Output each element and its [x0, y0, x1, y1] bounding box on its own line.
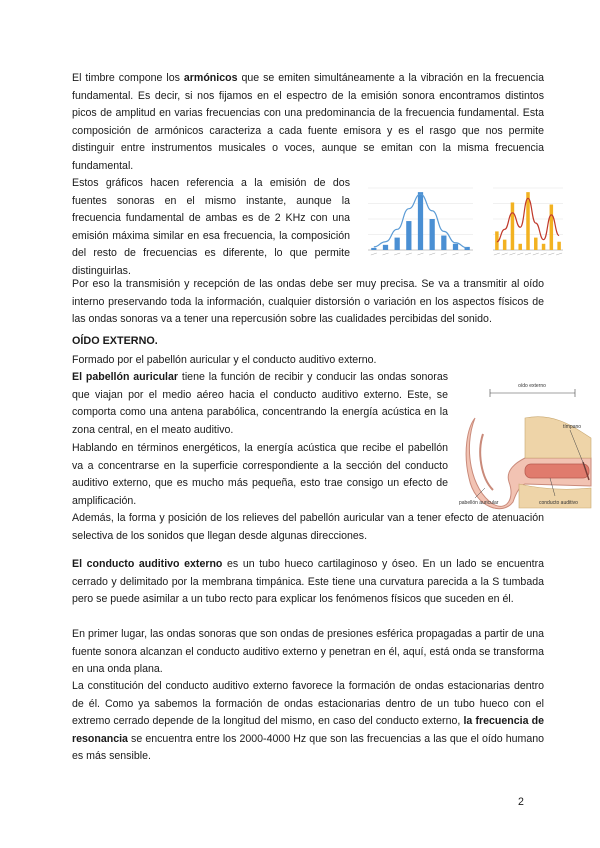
x-tick-label [429, 253, 435, 255]
chart-bar [503, 240, 507, 250]
x-tick-label [541, 253, 547, 255]
x-tick-label [556, 253, 562, 255]
label-timpano: tímpano [563, 424, 582, 430]
x-tick-label [494, 253, 500, 255]
chart-bar [430, 219, 435, 250]
text-conducto-bold: El conducto auditivo externo [72, 558, 223, 570]
paragraph-relieves: Además, la forma y posición de los relieves del pabellón auricular van a tener efecto de atenuación selectiva de los sonidos que llegan desde algunas direcciones. [72, 512, 544, 542]
label-conducto-auditivo: conducto auditivo [539, 500, 578, 506]
text-constitucion-c: se encuentra entre los 2000-4000 Hz que son las frecuencias a las que el oído humano es más sensible. [72, 732, 544, 763]
chart-bar [550, 205, 554, 250]
x-tick-label [533, 253, 539, 255]
chart-bar [542, 244, 546, 250]
x-tick-label [464, 253, 470, 255]
ear-canal [525, 464, 589, 478]
text-pabellon-rest: tiene la función de recibir y conducir las ondas sonoras que viajan por el medio aéreo hacia el conducto auditivo externo. Este, se comporta como una antena parabólica, concentrando la energía acústica en la zona central, en el meato auditivo. [72, 371, 449, 436]
page-number: 2 [518, 796, 524, 808]
chart-bar [511, 202, 515, 250]
auricle-fold [480, 434, 493, 490]
x-tick-label [394, 253, 400, 255]
chart-bar [383, 245, 388, 250]
chart-bar [418, 192, 423, 250]
text-frecuencia-resonancia: la frecuencia de resonancia [72, 715, 544, 745]
text-conducto-rest: es un tubo hueco cartilaginoso y óseo. En un lado se encuentra cerrado y delimitado por la membrana timpánica. Este tiene una curvatura parecida a la S tumbada pero se puede asimilar a un tubo recto para explicar los fenómenos físicos que suceden en él. [72, 558, 544, 606]
spectrum-chart-1 [362, 182, 477, 262]
x-tick-label [509, 253, 515, 255]
paragraph-formado: Formado por el pabellón auricular y el conducto auditivo externo. [72, 354, 377, 366]
temporal-bone [525, 417, 591, 458]
chart-bar [453, 244, 458, 250]
paragraph-graficos: Estos gráficos hacen referencia a la emisión de dos fuentes sonoras en el mismo instante, aunque la frecuencia fundamental de ambas es de 2 KHz con una emisión máxima similar en esa frecuencia, la composición del resto de frecuencias es diferente, lo que permite distinguirlas. [72, 177, 350, 277]
text-pabellon-bold: El pabellón auricular [72, 371, 179, 383]
paragraph-energeticos: Hablando en términos energéticos, la energía acústica que recibe el pabellón va a concentrarse en la superficie correspondiente a la sección del conducto auditivo externo, que es mucho más pequeña, esto trae consigo un efecto de amplificación. [72, 442, 448, 507]
x-tick-label [548, 253, 554, 255]
x-tick-label [502, 253, 508, 255]
x-tick-label [525, 253, 531, 255]
text-armonicos: armónicos [183, 72, 238, 84]
x-tick-label [371, 253, 377, 255]
chart-bar [557, 242, 561, 250]
chart-bar [534, 238, 538, 250]
x-tick-label [406, 253, 412, 255]
x-tick-label [441, 253, 447, 255]
text-constitucion-a: La constitución del conducto auditivo externo favorece la formación de ondas estacionarias dentro de él. Como ya sabemos la formación de ondas estacionarias dentro de un tubo hueco con el extremo cerrado depende de la longitud del mismo, en caso del conducto externo, [72, 680, 544, 728]
chart-bar [406, 221, 411, 250]
label-oido-externo: oído externo [518, 383, 546, 389]
spectrum-chart-2 [487, 182, 567, 262]
x-tick-label [383, 253, 389, 255]
chart-bar [371, 248, 376, 250]
chart-bar [518, 244, 522, 250]
label-pabellon-auricular: pabellón auricular [459, 500, 499, 506]
chart-bar [395, 238, 400, 250]
x-tick-label [453, 253, 459, 255]
x-tick-label [418, 253, 424, 255]
section-heading-oido-externo: OÍDO EXTERNO. [72, 335, 158, 347]
text-timbre-c: que se emiten simultáneamente a la vibración en la frecuencia fundamental. Es decir, si nos fijamos en el espectro de la emisión sonora encontramos distintos picos de amplitud en varias frecuencias con una predominancia de la frecuencia fundamental. Esta composición de armónicos caracteriza a cada fuente emisora y es el rasgo que nos permite distinguir entre instrumentos musicales o voces, aunque se emitan con la misma frecuencia fundamental. [72, 72, 544, 172]
paragraph-timbre [72, 70, 544, 176]
x-tick-label [517, 253, 523, 255]
paragraph-conducto [72, 556, 544, 609]
ear-anatomy-illustration [455, 378, 595, 518]
paragraph-constitucion [72, 678, 544, 766]
paragraph-primer-lugar: En primer lugar, las ondas sonoras que son ondas de presiones esférica propagadas a partir de una fuente sonora alcanzan el conducto auditivo externo y penetran en él, aquí, está onda se transforma en una onda plana. [72, 628, 544, 676]
text-timbre-a: El timbre compone los [72, 72, 184, 84]
chart-bar [441, 236, 446, 250]
paragraph-transmision: Por eso la transmisión y recepción de las ondas debe ser muy precisa. Se va a transmitir al oído interno preservando toda la información, cualquier distorsión o variación en los aspectos físicos de las ondas sonoras va a tener una repercusión sobre las cualidades percibidas del sonido. [72, 278, 544, 326]
paragraph-pabellon [72, 369, 448, 439]
